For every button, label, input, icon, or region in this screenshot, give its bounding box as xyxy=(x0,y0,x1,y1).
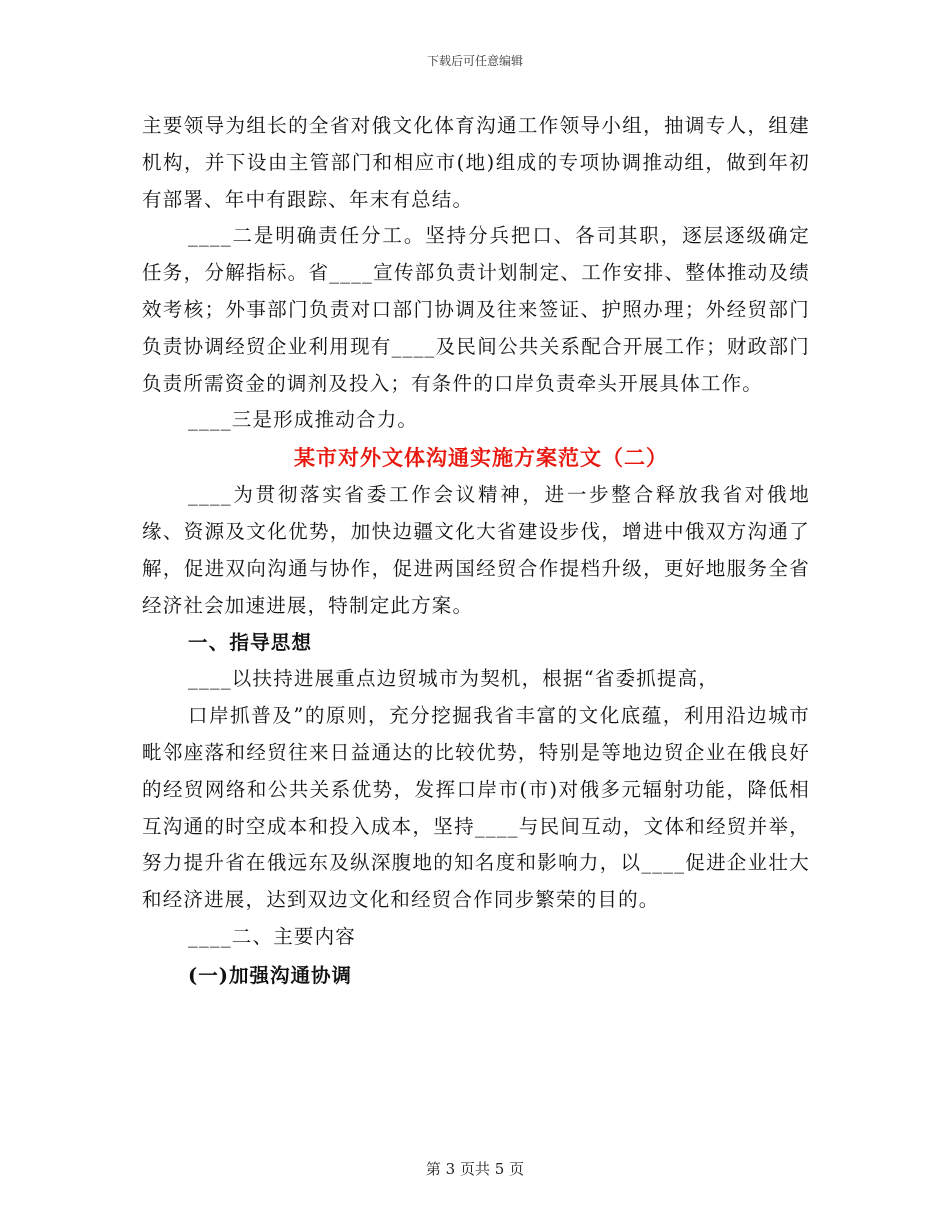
paragraph-leading-group: 主要领导为组长的全省对俄文化体育沟通工作领导小组，抽调专人，组建机构，并下设由主管部门和相应市(地)组成的专项协调推动组，做到年初有部署、年中有跟踪、年末有总结。 xyxy=(142,114,810,211)
section-heading-main-content: ____二、主要内容 xyxy=(188,924,357,948)
subsection-heading-communication: (一)加强沟通协调 xyxy=(188,963,352,987)
page-footer: 第 3 页共 5 页 xyxy=(425,1160,525,1178)
page-header: 下载后可任意编辑 xyxy=(426,54,523,68)
section-heading-guiding-ideology: 一、指导思想 xyxy=(188,631,313,655)
document-title: 某市对外文体沟通实施方案范文（二） xyxy=(294,445,668,471)
paragraph-intro: ____为贯彻落实省委工作会议精神，进一步整合释放我省对俄地缘、资源及文化优势，加快边疆文化大省建设步伐，增进中俄双方沟通了解，促进双向沟通与协作，促进两国经贸合作提档升级，更好地服务全省经济社会加速进展，特制定此方案。 xyxy=(142,483,810,617)
paragraph-guiding-first-line: ____以扶持进展重点边贸城市为契机，根据“省委抓提高， xyxy=(188,667,720,691)
paragraph-responsibility: ____二是明确责任分工。坚持分兵把口、各司其职，逐层逐级确定任务，分解指标。省____宣传部负责计划制定、工作安排、整体推动及绩效考核；外事部门负责对口部门协调及往来签证、护照办理；外经贸部门负责协调经贸企业利用现有____及民间公共关系配合开展工作；财政部门负责所需资金的调剂及投入；有条件的口岸负责牵头开展具体工作。 xyxy=(142,224,810,395)
paragraph-guiding-body: 口岸抓普及”的原则，充分挖掘我省丰富的文化底蕴，利用沿边城市毗邻座落和经贸往来日益通达的比较优势，特别是等地边贸企业在俄良好的经贸网络和公共关系优势，发挥口岸市(市)对俄多元辐射功能，降低相互沟通的时空成本和投入成本，坚持____与民间互动，文体和经贸并举，努力提升省在俄远东及纵深腹地的知名度和影响力，以____促进企业壮大和经济进展，达到双边文化和经贸合作同步繁荣的目的。 xyxy=(142,704,810,912)
paragraph-joint-force: ____三是形成推动合力。 xyxy=(188,408,419,432)
document-body xyxy=(142,108,810,996)
